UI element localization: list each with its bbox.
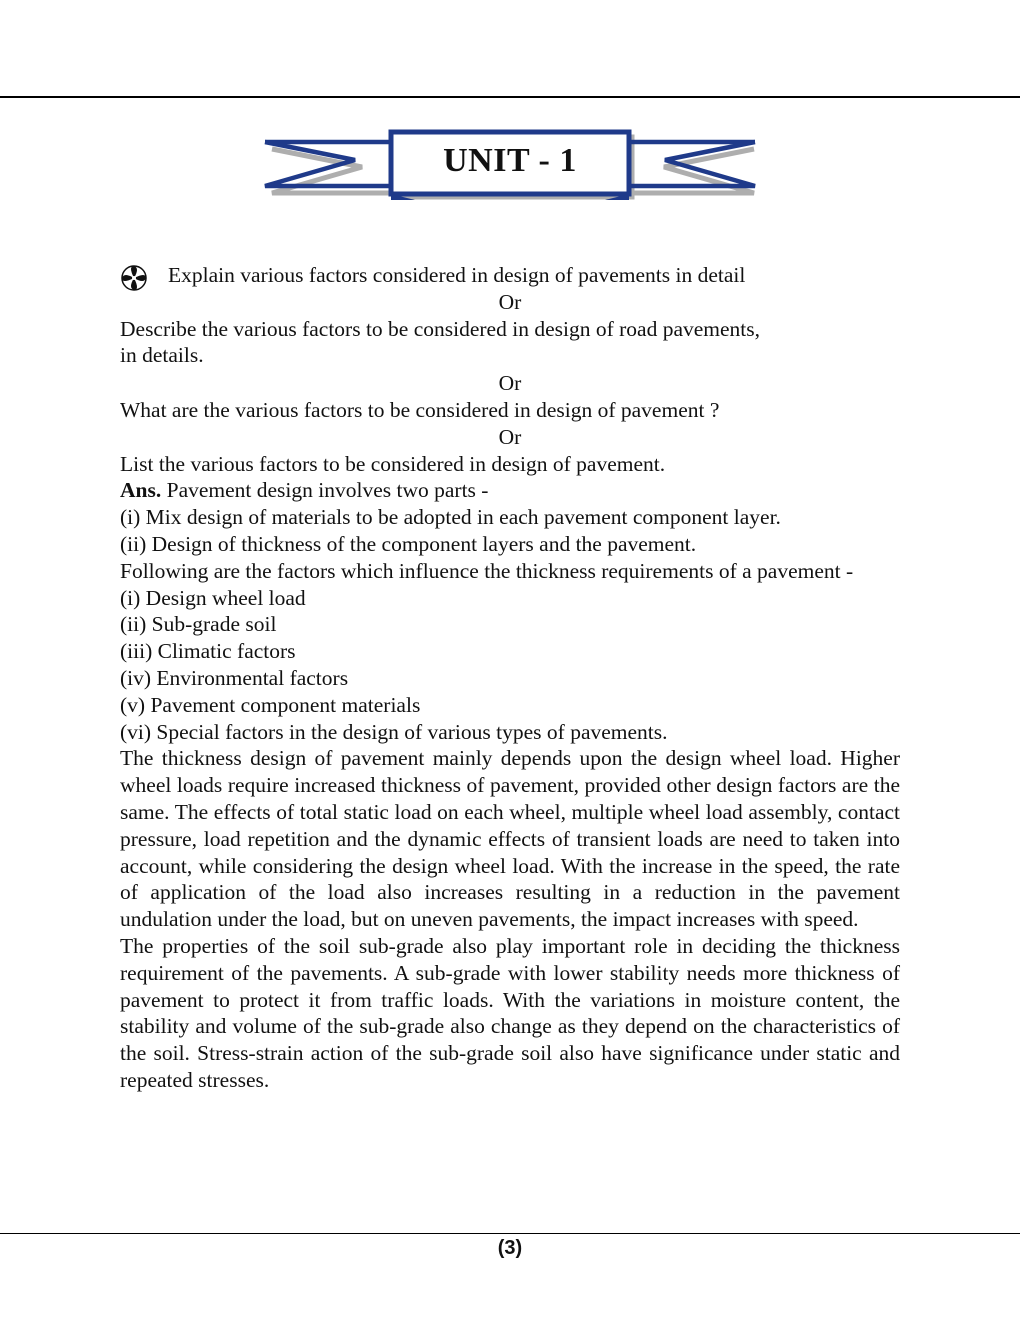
design-part-2: (ii) Design of thickness of the component layers and the pavement. [120, 531, 697, 556]
page-content [120, 262, 900, 1094]
question-1-text: Explain various factors considered in design of pavements in detail [168, 263, 746, 287]
factor-item: (iii) Climatic factors [120, 639, 296, 664]
factors-intro: Following are the factors which influence the thickness requirements of a pavement - [120, 558, 854, 583]
answer-label: Ans. [120, 478, 162, 503]
unit-banner [255, 120, 765, 210]
footer-rule [0, 1233, 1020, 1234]
question-2-line-2: in details. [120, 343, 204, 368]
question-3: What are the various factors to be considered in design of pavement ? [120, 397, 720, 422]
paragraph-wheel-load: The thickness design of pavement mainly depends upon the design wheel load. Higher wheel loads require increased thickness of pavement, provided other design factors are the same. The effects of total static load on each wheel, multiple wheel load assembly, contact pressure, load repetition and the dynamic effects of transient loads are need to taken into account, while considering the design wheel load. With the increase in the speed, the rate of application of the load also increases resulting in a reduction in the pavement undulation under the load, but on uneven pavements, the impact increases with speed. [120, 746, 900, 932]
unit-title: UNIT - 1 [443, 142, 577, 179]
or-separator-3: Or [498, 424, 522, 449]
page-number: (3) [497, 1237, 523, 1259]
answer-intro [120, 477, 900, 504]
header-rule [0, 96, 1020, 98]
factor-item: (ii) Sub-grade soil [120, 612, 277, 637]
question-2-line-1: Describe the various factors to be considered in design of road pavements, [120, 316, 761, 341]
factor-item: (iv) Environmental factors [120, 665, 349, 690]
question-4: List the various factors to be considered in design of pavement. [120, 451, 666, 476]
paragraph-subgrade: The properties of the soil sub-grade also play important role in deciding the thickness requirement of the pavements. A sub-grade with lower stability needs more thickness of pavement to protect it from traffic loads. With the variations in moisture content, the stability and volume of the sub-grade also change as they depend on the characteristics of the soil. Stress-strain action of the sub-grade soil also have significance under static and repeated stresses. [120, 933, 900, 1092]
factor-item: (i) Design wheel load [120, 585, 306, 610]
question-1 [120, 262, 900, 289]
factor-item: (vi) Special factors in the design of various types of pavements. [120, 719, 668, 744]
factor-item: (v) Pavement component materials [120, 692, 421, 717]
answer-intro-text: Pavement design involves two parts - [161, 478, 489, 503]
or-separator-1: Or [498, 289, 522, 314]
pinwheel-bullet-icon [120, 264, 148, 292]
design-part-1: (i) Mix design of materials to be adopted in each pavement component layer. [120, 505, 781, 530]
or-separator-2: Or [498, 371, 522, 396]
